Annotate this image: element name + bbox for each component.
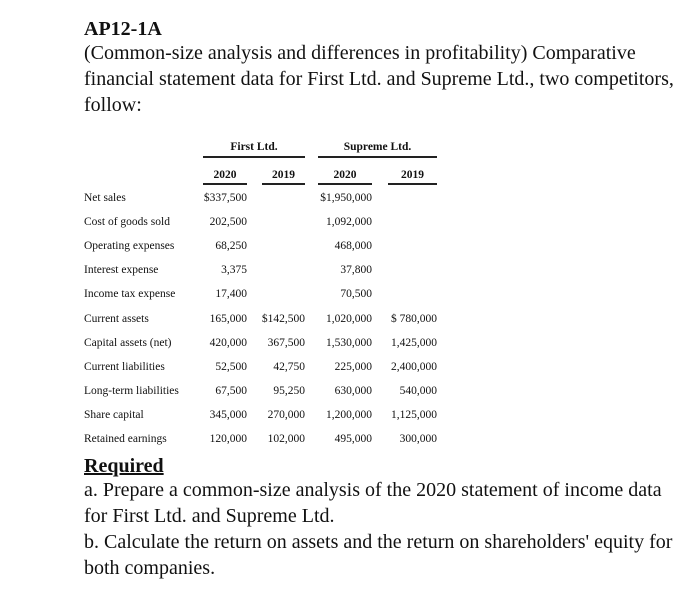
cell-value: 17,400 [215, 288, 247, 301]
year-header: 2020 [333, 169, 357, 181]
row-label: Current assets [84, 312, 149, 325]
cell-value: 202,500 [209, 216, 247, 229]
year-header: 2019 [401, 169, 424, 181]
year-rule [262, 183, 305, 185]
cell-value: 1,200,000 [326, 408, 372, 421]
row-label: Capital assets (net) [84, 336, 172, 349]
cell-value: 1,530,000 [326, 336, 372, 349]
cell-value: 2,400,000 [391, 360, 437, 373]
requirement-a: a. Prepare a common-size analysis of the 2020 statement of income data for First Ltd. and Supreme Ltd. [84, 479, 662, 527]
cell-value: 95,250 [273, 384, 305, 397]
cell-value: 420,000 [209, 336, 247, 349]
row-label: Share capital [84, 408, 144, 421]
row-label: Current liabilities [84, 360, 165, 373]
cell-value: $337,500 [203, 192, 247, 204]
cell-value: 52,500 [215, 360, 247, 373]
cell-value: 120,000 [209, 433, 247, 445]
cell-value: 37,800 [340, 264, 372, 277]
cell-value: 468,000 [334, 240, 372, 253]
cell-value: 70,500 [340, 288, 372, 301]
cell-value: 540,000 [399, 384, 437, 397]
cell-value: 270,000 [267, 408, 305, 421]
required-heading: Required [84, 455, 164, 477]
problem-title: AP12-1A [84, 18, 162, 40]
year-header: 2020 [213, 169, 237, 181]
year-header: 2019 [272, 169, 295, 181]
row-label: Long-term liabilities [84, 384, 179, 397]
cell-value: $142,500 [261, 312, 305, 325]
cell-value: $1,950,000 [320, 192, 372, 204]
header-rule [318, 156, 437, 158]
cell-value: 1,425,000 [391, 336, 437, 349]
cell-value: 345,000 [209, 408, 247, 421]
header-rule [203, 156, 305, 158]
cell-value: 1,125,000 [391, 408, 437, 421]
row-label: Income tax expense [84, 288, 176, 301]
cell-value: 102,000 [267, 433, 305, 445]
cell-value: 1,020,000 [326, 312, 372, 325]
cell-value: 630,000 [334, 384, 372, 397]
row-label: Retained earnings [84, 433, 167, 445]
cell-value: 225,000 [334, 360, 372, 373]
company-header: Supreme Ltd. [343, 141, 412, 153]
cell-value: 1,092,000 [326, 216, 372, 229]
cell-value: 67,500 [215, 384, 247, 397]
row-label: Operating expenses [84, 240, 175, 253]
year-rule [388, 183, 437, 185]
problem-intro: (Common-size analysis and differences in profitability) Comparative financial statement data for First Ltd. and Supreme Ltd., two competitors, follow: [84, 42, 674, 116]
requirement-b: b. Calculate the return on assets and the return on shareholders' equity for both companies. [84, 531, 673, 579]
year-rule [203, 183, 247, 185]
company-header: First Ltd. [230, 141, 278, 153]
cell-value: 495,000 [334, 433, 372, 445]
cell-value: 367,500 [267, 336, 305, 349]
cell-value: 165,000 [209, 312, 247, 325]
year-rule [318, 183, 372, 185]
cell-value: 300,000 [399, 433, 437, 445]
cell-value: $ 780,000 [391, 312, 437, 325]
cell-value: 68,250 [215, 240, 247, 253]
row-label: Cost of goods sold [84, 216, 170, 229]
row-label: Net sales [84, 192, 126, 204]
row-label: Interest expense [84, 264, 159, 277]
cell-value: 42,750 [273, 360, 305, 373]
cell-value: 3,375 [221, 264, 247, 277]
